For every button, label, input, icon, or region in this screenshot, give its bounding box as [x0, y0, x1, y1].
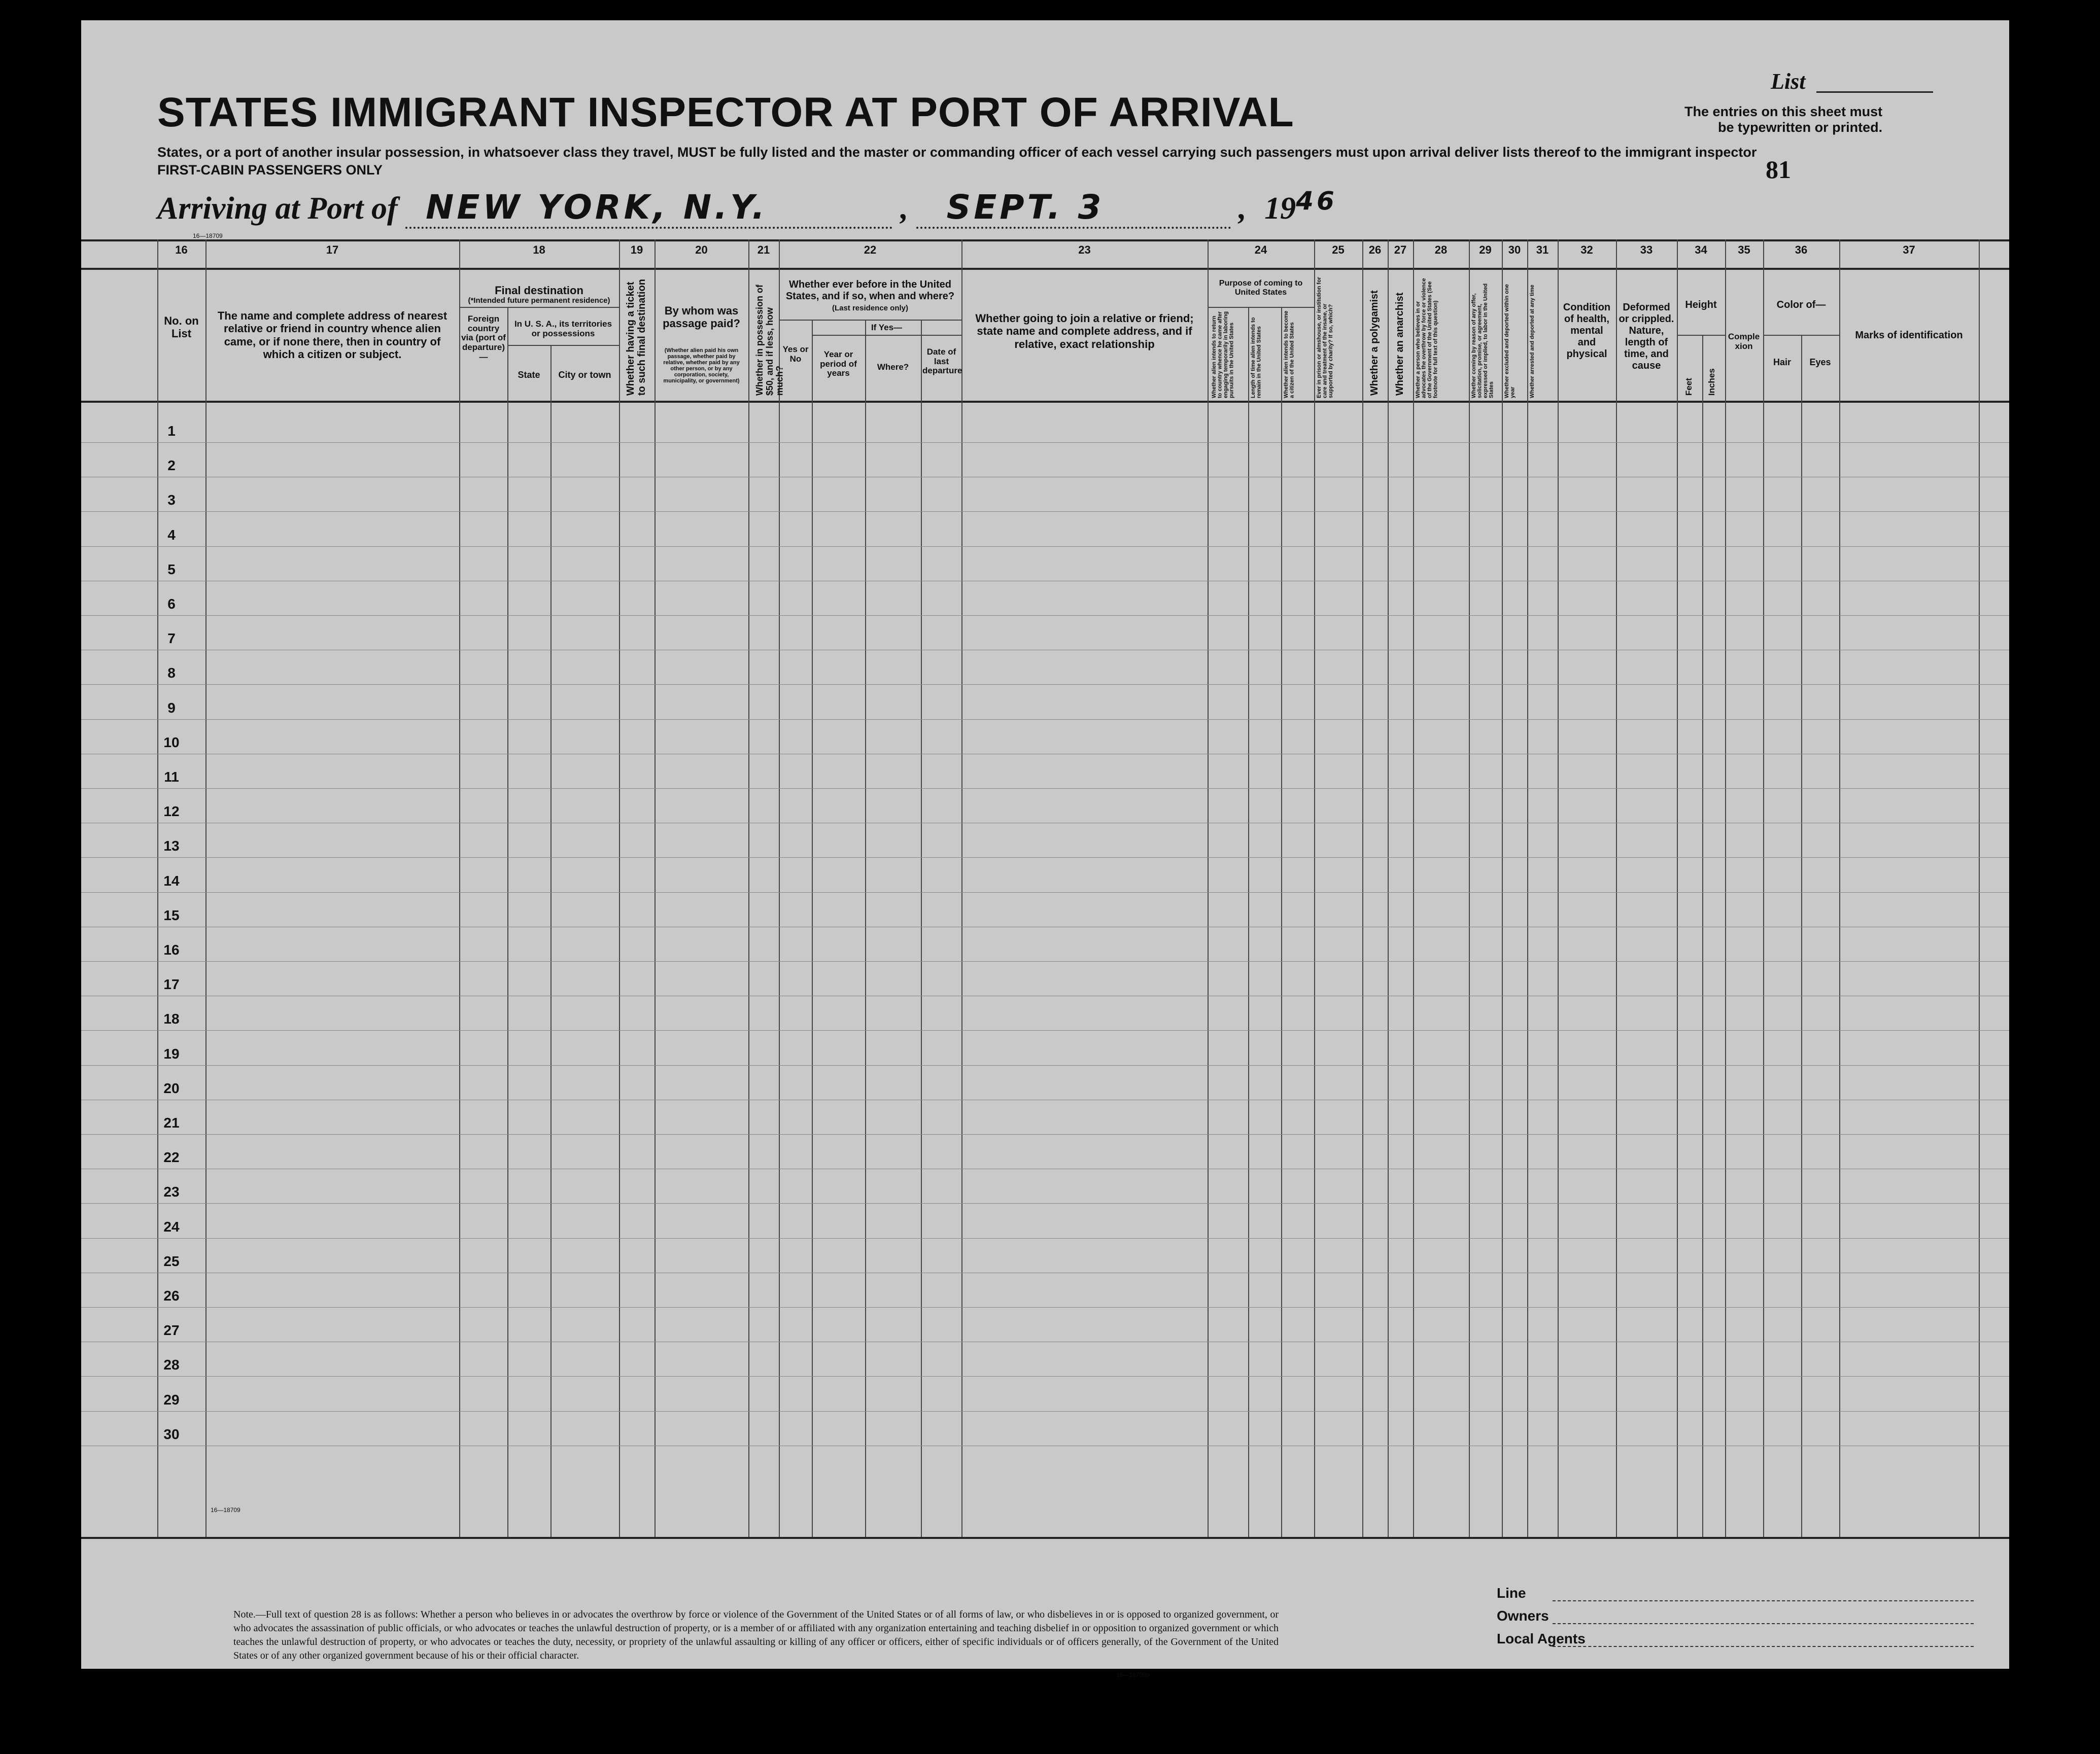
header-purpose: Purpose of coming to United States: [1219, 279, 1303, 297]
col-line: [1763, 239, 1764, 1537]
local-agents-field: [1553, 1646, 1974, 1647]
col-line: [779, 239, 780, 1537]
col-line: [1388, 239, 1389, 1537]
col-line: [1527, 239, 1528, 1537]
row-number: 6: [167, 596, 176, 612]
c24-subrule: [1208, 307, 1314, 308]
col-line: [1725, 239, 1726, 1537]
row-number: 1: [167, 423, 176, 439]
arriving-label: Arriving at Port of: [157, 191, 398, 226]
header-overthrow: Whether a person who believes in or advocates the overthrow by force or violence of the Government of the United States (See footnote for full text of this question): [1415, 278, 1439, 398]
c36-subrule: [1763, 335, 1839, 336]
table-row: [81, 719, 2009, 720]
c34-subrule: [1677, 335, 1725, 336]
col-line: [1702, 335, 1703, 1537]
col-line: [1314, 239, 1315, 1537]
header-where: Where?: [877, 362, 909, 372]
row-number: 10: [163, 734, 180, 750]
row-number: 12: [163, 803, 180, 820]
col-line: [1281, 307, 1282, 1537]
header-final-destination: Final destination: [495, 284, 583, 297]
row-number: 24: [163, 1218, 180, 1235]
table-row: [81, 892, 2009, 893]
arrival-date: SEPT. 3: [916, 188, 1231, 229]
header-last-residence: (Last residence only): [832, 304, 909, 312]
header-city-or-town: City or town: [558, 370, 611, 380]
table-row: [81, 788, 2009, 789]
header-passage-paid: By whom was passage paid?: [663, 304, 740, 330]
col-number-33: 33: [1640, 243, 1653, 256]
col-line: [1558, 239, 1559, 1537]
row-number: 19: [163, 1045, 180, 1062]
col-line: [1502, 239, 1503, 1537]
col-number-20: 20: [695, 243, 708, 256]
port-of-arrival: NEW YORK, N.Y.: [405, 188, 892, 229]
header-state: State: [518, 370, 540, 380]
header-color-of: Color of—: [1776, 299, 1826, 310]
header-prison: Ever in prison or almshouse, or institution for care and treatment of the insane, or supported by charity? If so, which?: [1316, 277, 1334, 398]
col-number-35: 35: [1738, 243, 1750, 256]
header-yes-or-no: Yes or No: [782, 344, 809, 364]
entries-note: The entries on this sheet must be typewritten or printed.: [1684, 104, 1883, 135]
header-excluded: Whether excluded and deported within one year: [1504, 284, 1516, 398]
col-line: [1469, 239, 1470, 1537]
header-nearest-relative: The name and complete address of nearest relative or friend in country whence alien came, or if none there, then in country of which a citizen or subject.: [217, 309, 447, 361]
col-number-27: 27: [1394, 243, 1407, 256]
header-fifty-dollars: Whether in possession of $50, and if less, how much?: [754, 284, 785, 396]
row-number: 5: [167, 561, 176, 577]
header-health: Condition of health, mental and physical: [1563, 302, 1611, 360]
col-line: [1208, 239, 1209, 1537]
number-row-rule: [81, 268, 2009, 270]
col-number-22: 22: [864, 243, 877, 256]
table-row: [81, 961, 2009, 962]
header-bottom-rule: [81, 401, 2009, 403]
col-line: [1979, 239, 1980, 1537]
header-usa-destination: In U. S. A., its territories or possessions: [514, 319, 612, 338]
form-code-top: 16—18709: [193, 232, 223, 239]
header-inches: Inches: [1707, 368, 1716, 396]
table-row: [81, 1134, 2009, 1135]
col-number-24: 24: [1254, 243, 1267, 256]
form-title: STATES IMMIGRANT INSPECTOR AT PORT OF ARRIVAL: [157, 89, 1294, 135]
row-number: 22: [163, 1149, 180, 1166]
row-number: 7: [167, 630, 176, 647]
row-number: 8: [167, 665, 176, 681]
col-line: [550, 345, 552, 1537]
row-number: 11: [164, 769, 179, 785]
col-number-37: 37: [1903, 243, 1915, 256]
c18-subrule: [459, 307, 619, 308]
col-line: [205, 239, 206, 1537]
header-if-yes: If Yes—: [871, 323, 903, 332]
col-line: [1413, 239, 1414, 1537]
col-line: [921, 320, 922, 1537]
col-line: [1801, 335, 1802, 1537]
row-number: 18: [163, 1011, 180, 1027]
row-number: 16: [163, 942, 180, 958]
table-row: [81, 1203, 2009, 1204]
col-line: [1677, 239, 1678, 1537]
header-anarchist: Whether an anarchist: [1394, 292, 1405, 396]
row-number: 2: [167, 458, 176, 474]
header-final-destination-note: (*Intended future permanent residence): [468, 296, 610, 305]
col-line: [507, 307, 508, 1537]
header-foreign-country: Foreign country via (port of departure)—: [461, 314, 506, 362]
col-line: [459, 239, 460, 1537]
list-number-field: [1816, 91, 1933, 93]
col-number-28: 28: [1434, 243, 1448, 256]
form-instruction: States, or a port of another insular possession, in whatsoever class they travel, MUST be fully listed and the master or commanding officer of each vessel carrying such passengers must upon arrival deliver lists thereof to the immigrant inspector: [157, 145, 1757, 160]
header-labor-offer: Whether coming by reason of any offer, solicitation, promise, or agreement, expressed or implied, to labor in the United States: [1471, 283, 1495, 398]
header-year-or-period: Year or period of years: [820, 349, 857, 378]
col-number-34: 34: [1695, 243, 1707, 256]
col-number-23: 23: [1078, 243, 1091, 256]
row-number: 21: [163, 1115, 180, 1131]
header-passage-paid-note: (Whether alien paid his own passage, whether paid by relative, whether paid by any other person, or by any corporation, society, municipality, or government): [663, 347, 740, 384]
col-number-30: 30: [1508, 243, 1521, 256]
row-number: 3: [167, 492, 176, 508]
table-row: [81, 1238, 2009, 1239]
header-ticket: Whether having a ticket to such final destination: [625, 278, 647, 396]
table-row: [81, 1376, 2009, 1377]
col-line: [1839, 239, 1840, 1537]
line-label: Line: [1497, 1585, 1526, 1601]
col-line: [1616, 239, 1617, 1537]
owners-field: [1553, 1623, 1974, 1624]
owners-label: Owners: [1497, 1608, 1549, 1624]
header-ever-before-in-us: Whether ever before in the United States, and if so, when and where?: [785, 279, 955, 302]
manifest-sheet: [81, 20, 2009, 1678]
header-purpose-citizen: Whether alien intends to become a citizen of the United States: [1283, 310, 1295, 398]
row-number: 29: [163, 1391, 180, 1408]
header-purpose-return: Whether alien intends to return to country whence he came after engaging temporarily in laboring pursuits in the United States: [1211, 311, 1235, 398]
col-number-18: 18: [533, 243, 545, 256]
header-complexion: Complexion: [1728, 332, 1760, 351]
col-line: [1362, 239, 1363, 1537]
row-number: 28: [163, 1357, 180, 1373]
col-line: [1248, 307, 1249, 1537]
table-row: [81, 684, 2009, 685]
col-number-36: 36: [1795, 243, 1808, 256]
table-row: [81, 442, 2009, 443]
header-date-last-departure: Date of last departure: [922, 347, 962, 376]
header-deformed: Deformed or crippled. Nature, length of time, and cause: [1619, 302, 1674, 371]
header-hair: Hair: [1773, 357, 1791, 367]
row-number: 13: [163, 838, 180, 854]
cabin-class: FIRST-CABIN PASSENGERS ONLY: [157, 162, 383, 178]
col-number-29: 29: [1479, 243, 1492, 256]
form-code-footer: 16—18709b: [1116, 1671, 1150, 1678]
row-number: 4: [167, 527, 176, 543]
list-label: List: [1771, 69, 1806, 94]
year-suffix: 46: [1296, 186, 1337, 216]
row-number: 26: [163, 1288, 180, 1304]
table-row: [81, 1030, 2009, 1031]
table-bottom-rule: [81, 1537, 2009, 1539]
local-agents-label: Local Agents: [1497, 1631, 1586, 1646]
sheet-number: 81: [1766, 155, 1791, 184]
header-height: Height: [1685, 299, 1717, 310]
row-number: 14: [163, 872, 180, 889]
col-number-26: 26: [1368, 243, 1382, 256]
col-number-25: 25: [1332, 243, 1345, 256]
footnote-question-28: Note.—Full text of question 28 is as follows: Whether a person who believes in or advocates the overthrow by force or violence of the Government of the United States or of all forms of law, or who disbelieves in or is opposed to organized government, or who advocates the assassination of public officials, or who advocates or teaches the unlawful destruction of property, or is a member of or affiliated with any organization entertaining and teaching disbelief in or opposition to organized government or which teaches the unlawful destruction of property, or who advocates or teaches the duty, necessity, or propriety of the unlawful assaulting or killing of any officer or officers, either of specific individuals or of officers generally, of the Government of the United States or of any other organized government because of his or their official character.: [233, 1609, 1279, 1661]
row-number: 27: [163, 1322, 180, 1339]
line-field: [1553, 1600, 1974, 1601]
table-row: [81, 546, 2009, 547]
col-line: [812, 320, 813, 1537]
table-row: [81, 511, 2009, 512]
col-number-21: 21: [757, 243, 770, 256]
col-number-16: 16: [175, 243, 188, 256]
row-number: 20: [163, 1080, 180, 1096]
header-purpose-length: Length of time alien intends to remain in the United States: [1250, 317, 1262, 398]
c22-subrule: [779, 320, 961, 321]
col-number-31: 31: [1536, 243, 1549, 256]
row-number: 25: [163, 1253, 180, 1269]
table-top-rule: [81, 239, 2009, 241]
row-number: 15: [163, 907, 180, 923]
row-number: 30: [163, 1426, 180, 1442]
col-line: [655, 239, 656, 1537]
col-line: [865, 320, 866, 1537]
col-line: [619, 239, 620, 1537]
form-code-bottom: 16—18709: [211, 1506, 240, 1514]
year-prefix: 19: [1264, 191, 1296, 226]
header-arrested: Whether arrested and deported at any time: [1529, 285, 1535, 398]
c22-ifyes-subrule: [812, 335, 961, 336]
header-feet: Feet: [1684, 378, 1694, 396]
col-number-19: 19: [630, 243, 643, 256]
col-number-17: 17: [326, 243, 339, 256]
table-row: [81, 615, 2009, 616]
row-number: 23: [163, 1184, 180, 1200]
table-row: [81, 1307, 2009, 1308]
header-polygamist: Whether a polygamist: [1369, 290, 1380, 396]
c18-usa-subrule: [507, 345, 619, 346]
header-marks: Marks of identification: [1855, 330, 1963, 341]
arriving-line: Arriving at Port of NEW YORK, N.Y. , SEPT. 3 , $19^{46}$: [157, 188, 1337, 229]
header-no-on-list: No. on List: [164, 314, 199, 340]
col-number-32: 32: [1580, 243, 1593, 256]
row-number: 9: [167, 699, 176, 716]
table-row: [81, 857, 2009, 858]
table-row: [81, 1065, 2009, 1066]
header-joining-relative: Whether going to join a relative or friend; state name and complete address, and if relative, exact relationship: [975, 312, 1194, 350]
col-line: [748, 239, 749, 1537]
row-number: 17: [163, 976, 180, 993]
col-line: [961, 239, 962, 1537]
header-eyes: Eyes: [1809, 357, 1831, 367]
table-row: [81, 1411, 2009, 1412]
